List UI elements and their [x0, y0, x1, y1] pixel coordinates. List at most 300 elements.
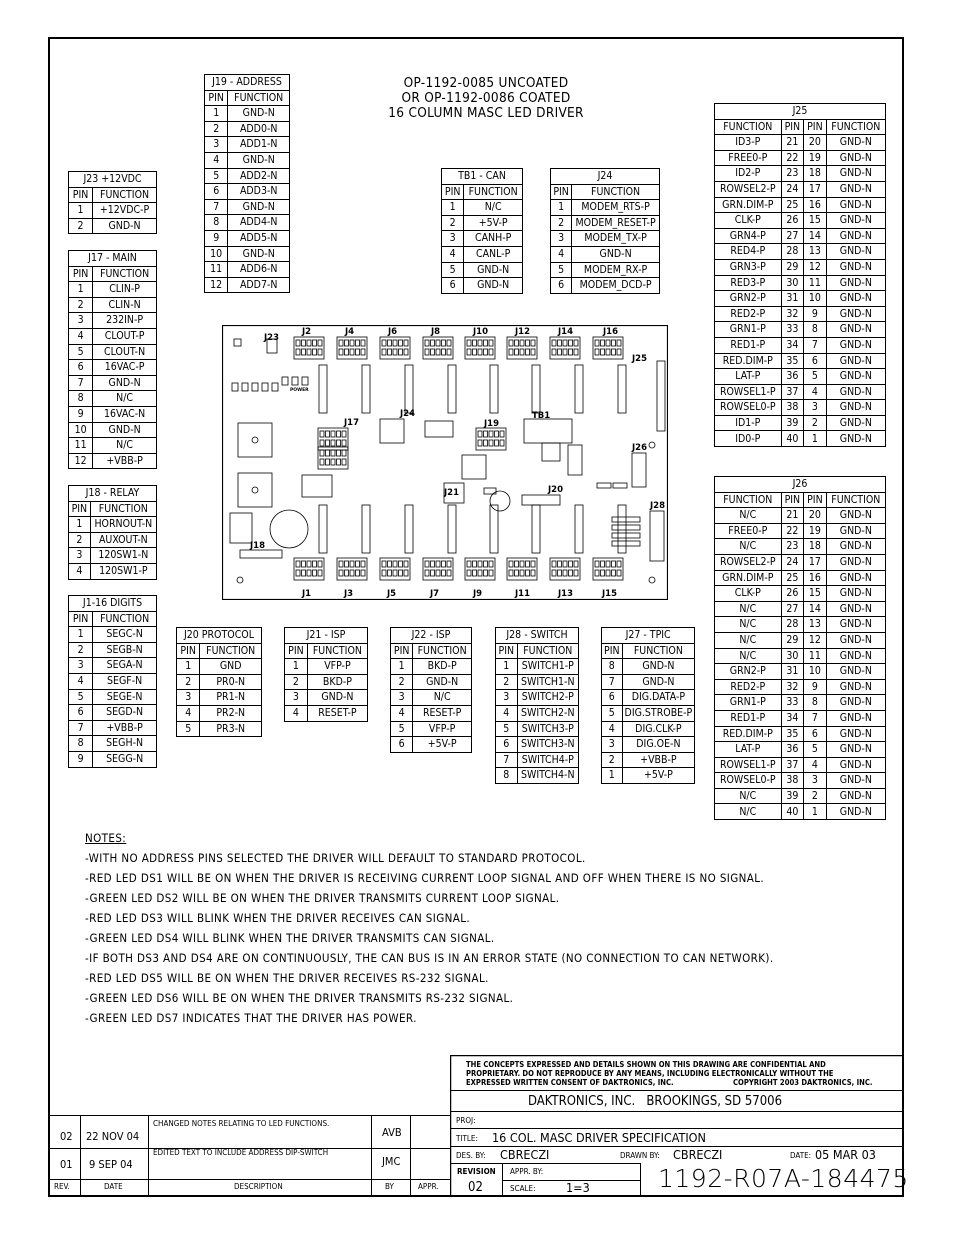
table-row [69, 548, 157, 564]
title-label: TITLE: [456, 1134, 478, 1143]
table-cell: 2 [602, 752, 623, 768]
revision-label: REVISION [457, 1167, 496, 1176]
table-cell: GND-N [826, 664, 885, 680]
note-item: -GREEN LED DS7 INDICATES THAT THE DRIVER HAS POWER. [85, 1011, 417, 1025]
table-cell: +VBB-P [93, 720, 157, 736]
j28-switch-table [495, 627, 579, 784]
table-cell: 23 [781, 166, 804, 182]
table-title: J28 - SWITCH [496, 628, 579, 644]
rev-header-desc: DESCRIPTION [234, 1182, 283, 1191]
table-cell: 7 [69, 375, 93, 391]
table-cell: 28 [781, 244, 804, 260]
table-cell: 4 [69, 563, 91, 579]
table-cell: 3 [442, 231, 464, 247]
table-cell: GND-N [826, 244, 885, 260]
table-row [391, 659, 472, 675]
table-cell: 11 [804, 648, 827, 664]
table-cell: ID2-P [715, 166, 782, 182]
table-cell: ID0-P [715, 431, 782, 447]
table-row [551, 246, 660, 262]
table-row [285, 705, 368, 721]
table-row [496, 705, 579, 721]
table-cell: GND-N [826, 384, 885, 400]
table-cell: 5 [69, 344, 93, 360]
drawn-label: DRAWN BY: [620, 1151, 660, 1160]
table-cell: MODEM_RESET-P [572, 215, 660, 231]
table-row [69, 313, 157, 329]
table-cell: N/C [464, 200, 523, 216]
column-header: PIN [496, 643, 518, 659]
table-cell: 6 [551, 278, 572, 294]
column-header: FUNCTION [93, 187, 157, 203]
table-row [496, 768, 579, 784]
column-header: FUNCTION [228, 90, 290, 106]
table-cell: 1 [551, 200, 572, 216]
table-cell: GND-N [228, 199, 290, 215]
table-cell: GND-N [826, 586, 885, 602]
table-row [205, 215, 290, 231]
table-cell: 2 [285, 674, 308, 690]
table-cell: GND-N [572, 246, 660, 262]
table-cell: N/C [715, 788, 782, 804]
copyright: COPYRIGHT 2003 DAKTRONICS, INC. [733, 1078, 873, 1087]
table-cell: 36 [781, 742, 804, 758]
table-cell: SWITCH4-N [517, 768, 578, 784]
table-cell: N/C [715, 617, 782, 633]
pcb-connector-label: J16 [603, 327, 618, 337]
table-cell: 22 [781, 150, 804, 166]
table-row [442, 200, 523, 216]
column-header: PIN [69, 266, 93, 282]
table-cell: GND-N [826, 804, 885, 820]
table-cell: GND-N [307, 690, 367, 706]
table-row [715, 166, 886, 182]
table-cell: PR1-N [200, 690, 262, 706]
table-cell: GND-N [826, 617, 885, 633]
table-cell: CANL-P [464, 246, 523, 262]
table-cell: GND-N [464, 278, 523, 294]
table-title: J17 - MAIN [69, 251, 157, 267]
table-title: J18 - RELAY [69, 486, 157, 502]
table-row [69, 453, 157, 469]
table-cell: ADD1-N [228, 137, 290, 153]
table-cell: 32 [781, 679, 804, 695]
table-cell: 10 [804, 664, 827, 680]
table-row [715, 742, 886, 758]
table-cell: 24 [781, 181, 804, 197]
table-cell: MODEM_RX-P [572, 262, 660, 278]
table-cell: GND-N [826, 369, 885, 385]
table-cell: AUXOUT-N [90, 532, 156, 548]
table-cell: GND-N [826, 337, 885, 353]
table-cell: 2 [69, 642, 93, 658]
table-cell: GRN2-P [715, 291, 782, 307]
company-name: DAKTRONICS, INC. BROOKINGS, SD 57006 [528, 1094, 783, 1109]
table-cell: 120SW1-P [90, 563, 156, 579]
notes-section [85, 828, 774, 1028]
tb1-can-table [441, 168, 523, 294]
table-cell: 38 [781, 773, 804, 789]
table-cell: 24 [781, 554, 804, 570]
table-row [285, 659, 368, 675]
table-cell: N/C [413, 690, 472, 706]
table-cell: GND-N [228, 106, 290, 122]
table-cell: N/C [93, 438, 157, 454]
table-title: J24 [551, 169, 660, 185]
pcb-connector-label: J19 [484, 419, 499, 429]
table-cell: CLK-P [715, 213, 782, 229]
table-cell: 3 [804, 400, 827, 416]
pcb-connector-label: J28 [650, 501, 665, 511]
table-cell: N/C [715, 539, 782, 555]
table-cell: ADD0-N [228, 121, 290, 137]
table-row [69, 406, 157, 422]
pcb-connector-label: J17 [344, 418, 359, 428]
table-row [551, 200, 660, 216]
pcb-connector-label: J3 [344, 589, 354, 599]
pcb-connector-label: J13 [558, 589, 573, 599]
table-row [69, 642, 157, 658]
table-row [391, 674, 472, 690]
table-row [69, 517, 157, 533]
table-cell: 13 [804, 244, 827, 260]
pcb-connector-label: J23 [264, 333, 279, 343]
table-cell: 21 [781, 508, 804, 524]
table-row [69, 297, 157, 313]
table-row [285, 690, 368, 706]
table-cell: 5 [804, 369, 827, 385]
table-cell: 26 [781, 213, 804, 229]
table-cell: RED1-P [715, 337, 782, 353]
table-cell: HORNOUT-N [90, 517, 156, 533]
power-led-label: POWER [290, 388, 309, 393]
table-cell: GND-N [826, 228, 885, 244]
table-cell: RED2-P [715, 306, 782, 322]
j21-isp-table [284, 627, 368, 722]
table-row [177, 705, 262, 721]
table-cell: SEGG-N [93, 751, 157, 767]
table-row [602, 721, 695, 737]
j24-modem-table [550, 168, 660, 294]
table-cell: CLIN-P [93, 282, 157, 298]
column-header: PIN [781, 119, 804, 135]
table-row [205, 121, 290, 137]
table-cell: 7 [205, 199, 228, 215]
pcb-connector-label: J11 [515, 589, 530, 599]
table-cell: 10 [205, 246, 228, 262]
table-row [602, 659, 695, 675]
table-cell: SWITCH2-N [517, 705, 578, 721]
table-cell: 14 [804, 228, 827, 244]
table-cell: 11 [69, 438, 93, 454]
table-cell: GND-N [826, 539, 885, 555]
table-row [69, 705, 157, 721]
table-cell: 14 [804, 601, 827, 617]
j22-isp-table [390, 627, 472, 753]
table-cell: 3 [69, 548, 91, 564]
column-header: FUNCTION [517, 643, 578, 659]
pcb-connector-label: J15 [602, 589, 617, 599]
column-header: PIN [804, 492, 827, 508]
table-cell: SEGE-N [93, 689, 157, 705]
table-cell: GRN.DIM-P [715, 197, 782, 213]
table-cell: GND-N [228, 152, 290, 168]
rev-row-1-by: AVB [382, 1126, 402, 1139]
table-row [205, 152, 290, 168]
table-cell: 5 [177, 721, 200, 737]
table-row [715, 695, 886, 711]
rev-row-2-desc: EDITED TEXT TO INCLUDE ADDRESS DIP-SWITCH [153, 1148, 329, 1157]
table-row [715, 617, 886, 633]
table-cell: SWITCH3-P [517, 721, 578, 737]
table-cell: 3 [496, 690, 518, 706]
table-cell: 4 [551, 246, 572, 262]
table-cell: 2 [205, 121, 228, 137]
table-row [442, 215, 523, 231]
table-cell: CLOUT-P [93, 328, 157, 344]
table-row [177, 690, 262, 706]
column-header: FUNCTION [464, 184, 523, 200]
table-row [715, 415, 886, 431]
note-item: -RED LED DS5 WILL BE ON WHEN THE DRIVER RECEIVES RS-232 SIGNAL. [85, 971, 489, 985]
table-row [205, 246, 290, 262]
table-cell: GND-N [826, 601, 885, 617]
table-cell: 8 [496, 768, 518, 784]
table-cell: GND-N [826, 181, 885, 197]
note-item: -WITH NO ADDRESS PINS SELECTED THE DRIVER WILL DEFAULT TO STANDARD PROTOCOL. [85, 851, 586, 865]
table-cell: ROWSEL2-P [715, 181, 782, 197]
table-cell: 18 [804, 539, 827, 555]
table-cell: 4 [602, 721, 623, 737]
table-cell: 19 [804, 523, 827, 539]
table-cell: 38 [781, 400, 804, 416]
table-row [285, 674, 368, 690]
table-cell: +5V-P [413, 737, 472, 753]
table-row [715, 632, 886, 648]
table-cell: GND-N [826, 275, 885, 291]
proj-label: PROJ: [456, 1116, 476, 1125]
table-row [602, 752, 695, 768]
table-cell: 7 [496, 752, 518, 768]
column-header: PIN [781, 492, 804, 508]
table-cell: RED.DIM-P [715, 726, 782, 742]
table-cell: GND-N [826, 788, 885, 804]
table-cell: BKD-P [307, 674, 367, 690]
table-cell: 9 [69, 751, 93, 767]
table-row [177, 721, 262, 737]
table-cell: GND-N [826, 710, 885, 726]
table-row [715, 788, 886, 804]
table-cell: GND-N [826, 415, 885, 431]
table-cell: ADD2-N [228, 168, 290, 184]
pcb-connector-label: TB1 [532, 411, 551, 421]
table-cell: GND-N [826, 570, 885, 586]
table-cell: 31 [781, 291, 804, 307]
table-cell: 5 [205, 168, 228, 184]
table-row [69, 673, 157, 689]
table-row [715, 181, 886, 197]
table-cell: SWITCH4-P [517, 752, 578, 768]
table-cell: 1 [69, 282, 93, 298]
table-row [69, 328, 157, 344]
pcb-connector-label: J6 [388, 327, 398, 337]
table-cell: 5 [442, 262, 464, 278]
table-cell: PR0-N [200, 674, 262, 690]
table-row [715, 135, 886, 151]
table-row [69, 375, 157, 391]
table-cell: SWITCH1-P [517, 659, 578, 675]
column-header: PIN [285, 643, 308, 659]
table-cell: 6 [496, 737, 518, 753]
table-cell: 21 [781, 135, 804, 151]
table-cell: GND-N [826, 726, 885, 742]
table-cell: SEGH-N [93, 736, 157, 752]
j17-main-table [68, 250, 157, 469]
pcb-connector-label: J24 [400, 409, 415, 419]
table-cell: 10 [69, 422, 93, 438]
table-cell: GND-N [826, 773, 885, 789]
table-cell: 9 [804, 679, 827, 695]
table-row [602, 674, 695, 690]
table-title: J27 - TPIC [602, 628, 695, 644]
table-cell: ID1-P [715, 415, 782, 431]
table-row [715, 648, 886, 664]
table-cell: 27 [781, 601, 804, 617]
table-cell: SEGA-N [93, 658, 157, 674]
rev-header-date: DATE [104, 1182, 123, 1191]
table-row [69, 203, 157, 219]
rev-row-2-by: JMC [382, 1155, 401, 1168]
table-row [205, 262, 290, 278]
table-row [69, 360, 157, 376]
table-cell: 4 [496, 705, 518, 721]
rev-row-2-date: 9 SEP 04 [89, 1158, 133, 1171]
table-cell: GND-N [826, 291, 885, 307]
table-cell: 39 [781, 788, 804, 804]
j19-address-table [204, 74, 290, 293]
pcb-connector-label: J21 [444, 488, 459, 498]
table-cell: 5 [496, 721, 518, 737]
table-cell: 6 [69, 705, 93, 721]
table-row [715, 523, 886, 539]
table-cell: FREE0-P [715, 150, 782, 166]
table-row [205, 230, 290, 246]
table-cell: 3 [177, 690, 200, 706]
table-cell: 35 [781, 726, 804, 742]
table-row [69, 720, 157, 736]
pcb-connector-label: J2 [302, 327, 312, 337]
table-cell: 18 [804, 166, 827, 182]
table-row [715, 322, 886, 338]
revision-value: 02 [468, 1180, 483, 1195]
pcb-connector-label: J9 [473, 589, 483, 599]
table-row [715, 259, 886, 275]
table-cell: GND-N [826, 523, 885, 539]
table-cell: SEGD-N [93, 705, 157, 721]
table-row [715, 150, 886, 166]
note-item: -GREEN LED DS2 WILL BE ON WHEN THE DRIVER TRANSMITS CURRENT LOOP SIGNAL. [85, 891, 560, 905]
table-row [69, 438, 157, 454]
table-cell: DIG.CLK-P [622, 721, 695, 737]
table-cell: GND-N [464, 262, 523, 278]
pcb-connector-label: J10 [473, 327, 488, 337]
table-cell: 28 [781, 617, 804, 633]
table-cell: SEGC-N [93, 627, 157, 643]
table-cell: PR3-N [200, 721, 262, 737]
table-cell: 29 [781, 259, 804, 275]
table-cell: VFP-P [307, 659, 367, 675]
table-title: J25 [715, 104, 886, 120]
table-row [442, 262, 523, 278]
table-cell: 12 [69, 453, 93, 469]
table-cell: 22 [781, 523, 804, 539]
title-line-2: OR OP-1192-0086 COATED [401, 90, 571, 106]
table-row [69, 532, 157, 548]
title-line-1: OP-1192-0085 UNCOATED [403, 75, 569, 91]
table-cell: GND-N [826, 554, 885, 570]
table-cell: 31 [781, 664, 804, 680]
table-cell: 5 [602, 705, 623, 721]
table-row [715, 757, 886, 773]
table-cell: BKD-P [413, 659, 472, 675]
table-title: TB1 - CAN [442, 169, 523, 185]
table-row [391, 690, 472, 706]
table-title: J20 PROTOCOL [177, 628, 262, 644]
table-row [442, 246, 523, 262]
table-cell: 6 [602, 690, 623, 706]
table-row [715, 726, 886, 742]
table-row [205, 184, 290, 200]
table-cell: 6 [391, 737, 413, 753]
table-cell: 34 [781, 337, 804, 353]
table-cell: 2 [496, 674, 518, 690]
table-cell: 9 [69, 406, 93, 422]
table-cell: 20 [804, 508, 827, 524]
table-cell: ROWSEL1-P [715, 757, 782, 773]
table-cell: ROWSEL0-P [715, 773, 782, 789]
table-cell: 2 [442, 215, 464, 231]
table-cell: 4 [205, 152, 228, 168]
table-cell: MODEM_DCD-P [572, 278, 660, 294]
des-label: DES. BY: [456, 1151, 486, 1160]
table-cell: GND-N [826, 353, 885, 369]
table-cell: GND-N [826, 632, 885, 648]
table-cell: 9 [804, 306, 827, 322]
table-row [69, 563, 157, 579]
pcb-connector-label: J18 [250, 541, 265, 551]
j26-connector-table [714, 476, 886, 820]
table-cell: 16 [804, 197, 827, 213]
table-row [715, 710, 886, 726]
table-cell: 30 [781, 275, 804, 291]
table-cell: 5 [69, 689, 93, 705]
table-cell: GND-N [826, 742, 885, 758]
rev-row-1-rev: 02 [60, 1130, 73, 1143]
table-cell: ROWSEL1-P [715, 384, 782, 400]
table-cell: 17 [804, 554, 827, 570]
table-row [69, 282, 157, 298]
table-cell: GND-N [826, 322, 885, 338]
date-label: DATE: [790, 1151, 812, 1160]
confidential-line-3: EXPRESSED WRITTEN CONSENT OF DAKTRONICS, INC. [466, 1078, 674, 1087]
table-cell: 3 [551, 231, 572, 247]
table-cell: 3 [69, 658, 93, 674]
table-cell: +5V-P [622, 768, 695, 784]
table-cell: 37 [781, 757, 804, 773]
table-cell: +12VDC-P [93, 203, 157, 219]
rev-header-rev: REV. [54, 1182, 70, 1191]
table-row [496, 721, 579, 737]
